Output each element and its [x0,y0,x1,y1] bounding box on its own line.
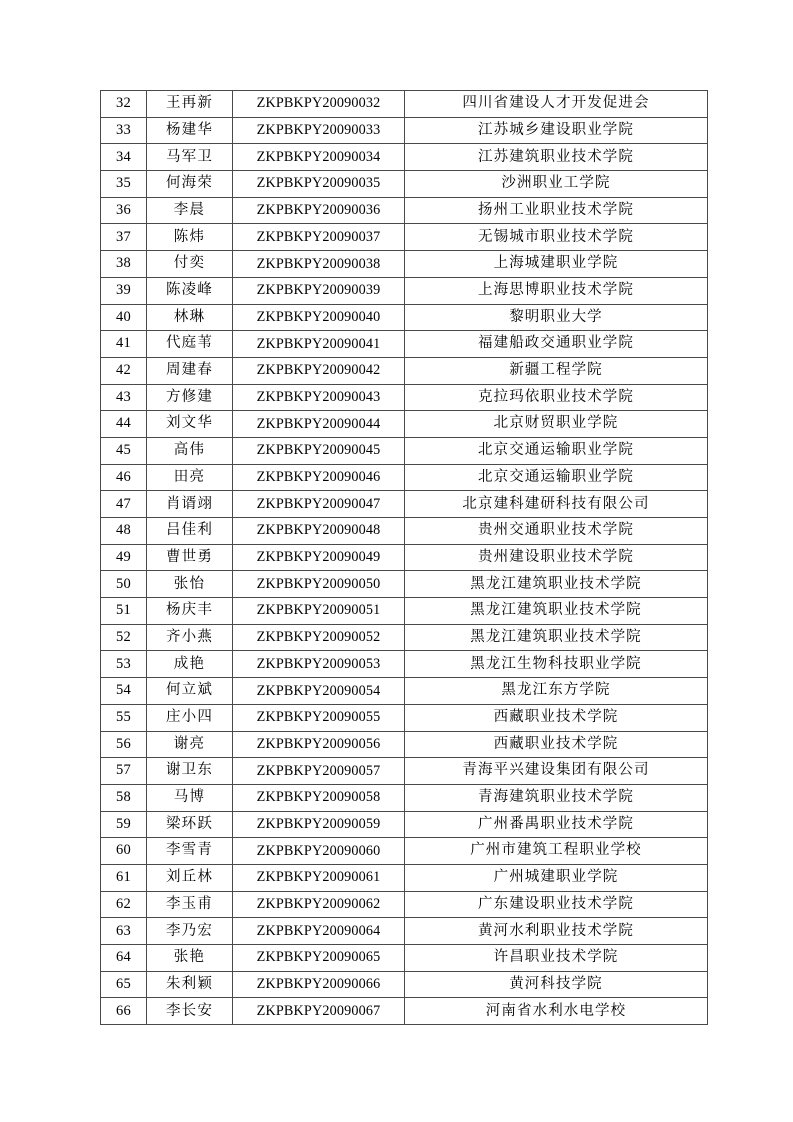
table-row [101,891,708,918]
cell-sequence: 46 [101,464,147,491]
cell-name: 周建春 [147,357,233,384]
cell-certificate-code: ZKPBKPY20090035 [233,171,405,198]
table-row [101,704,708,731]
table-row [101,731,708,758]
cell-sequence: 51 [101,598,147,625]
table-row [101,945,708,972]
table-row [101,304,708,331]
cell-name: 张怡 [147,571,233,598]
table-row [101,518,708,545]
cell-certificate-code: ZKPBKPY20090065 [233,945,405,972]
table-row [101,998,708,1025]
table-row [101,784,708,811]
cell-name: 刘丘林 [147,864,233,891]
table-row [101,251,708,278]
cell-sequence: 59 [101,811,147,838]
table-row [101,651,708,678]
cell-name: 陈凌峰 [147,277,233,304]
cell-certificate-code: ZKPBKPY20090064 [233,918,405,945]
cell-certificate-code: ZKPBKPY20090054 [233,678,405,705]
cell-name: 成艳 [147,651,233,678]
table-row [101,197,708,224]
cell-certificate-code: ZKPBKPY20090057 [233,758,405,785]
cell-sequence: 34 [101,144,147,171]
cell-organization: 扬州工业职业技术学院 [405,197,708,224]
cell-sequence: 36 [101,197,147,224]
cell-certificate-code: ZKPBKPY20090034 [233,144,405,171]
cell-sequence: 35 [101,171,147,198]
cell-organization: 新疆工程学院 [405,357,708,384]
table-row [101,864,708,891]
table-row [101,331,708,358]
cell-name: 杨庆丰 [147,598,233,625]
cell-sequence: 48 [101,518,147,545]
cell-sequence: 33 [101,117,147,144]
cell-name: 马博 [147,784,233,811]
cell-organization: 广州市建筑工程职业学校 [405,838,708,865]
table-row [101,811,708,838]
cell-organization: 北京交通运输职业学院 [405,464,708,491]
cell-certificate-code: ZKPBKPY20090067 [233,998,405,1025]
cell-organization: 西藏职业技术学院 [405,731,708,758]
cell-name: 陈炜 [147,224,233,251]
table-row [101,117,708,144]
cell-certificate-code: ZKPBKPY20090052 [233,624,405,651]
table-row [101,598,708,625]
cell-organization: 贵州建设职业技术学院 [405,544,708,571]
cell-organization: 上海城建职业学院 [405,251,708,278]
cell-organization: 福建船政交通职业学院 [405,331,708,358]
cell-organization: 四川省建设人才开发促进会 [405,91,708,118]
cell-sequence: 39 [101,277,147,304]
table-row [101,224,708,251]
table-row [101,437,708,464]
cell-name: 李玉甫 [147,891,233,918]
cell-name: 肖谞翊 [147,491,233,518]
table-row [101,384,708,411]
cell-name: 李雪青 [147,838,233,865]
table-row [101,144,708,171]
cell-sequence: 52 [101,624,147,651]
cell-certificate-code: ZKPBKPY20090049 [233,544,405,571]
cell-certificate-code: ZKPBKPY20090062 [233,891,405,918]
cell-organization: 河南省水利水电学校 [405,998,708,1025]
cell-organization: 江苏城乡建设职业学院 [405,117,708,144]
cell-organization: 黑龙江建筑职业技术学院 [405,598,708,625]
cell-sequence: 56 [101,731,147,758]
cell-name: 谢卫东 [147,758,233,785]
cell-certificate-code: ZKPBKPY20090043 [233,384,405,411]
table-row [101,838,708,865]
cell-organization: 北京财贸职业学院 [405,411,708,438]
cell-certificate-code: ZKPBKPY20090045 [233,437,405,464]
cell-certificate-code: ZKPBKPY20090050 [233,571,405,598]
cell-organization: 克拉玛依职业技术学院 [405,384,708,411]
cell-organization: 黎明职业大学 [405,304,708,331]
cell-organization: 北京建科建研科技有限公司 [405,491,708,518]
cell-sequence: 45 [101,437,147,464]
table-row [101,91,708,118]
cell-name: 王再新 [147,91,233,118]
roster-table [100,90,708,1025]
cell-organization: 广州番禺职业技术学院 [405,811,708,838]
cell-organization: 黑龙江建筑职业技术学院 [405,571,708,598]
cell-organization: 无锡城市职业技术学院 [405,224,708,251]
cell-name: 高伟 [147,437,233,464]
cell-certificate-code: ZKPBKPY20090040 [233,304,405,331]
cell-certificate-code: ZKPBKPY20090037 [233,224,405,251]
cell-certificate-code: ZKPBKPY20090041 [233,331,405,358]
cell-certificate-code: ZKPBKPY20090036 [233,197,405,224]
cell-certificate-code: ZKPBKPY20090055 [233,704,405,731]
cell-name: 梁环跃 [147,811,233,838]
table-row [101,971,708,998]
cell-sequence: 57 [101,758,147,785]
cell-sequence: 63 [101,918,147,945]
cell-sequence: 62 [101,891,147,918]
cell-sequence: 61 [101,864,147,891]
cell-name: 刘文华 [147,411,233,438]
table-row [101,571,708,598]
table-row [101,171,708,198]
roster-table-container [100,90,707,1025]
cell-certificate-code: ZKPBKPY20090042 [233,357,405,384]
cell-name: 曹世勇 [147,544,233,571]
cell-certificate-code: ZKPBKPY20090046 [233,464,405,491]
table-row [101,624,708,651]
cell-name: 李乃宏 [147,918,233,945]
cell-name: 马军卫 [147,144,233,171]
cell-name: 吕佳利 [147,518,233,545]
cell-sequence: 41 [101,331,147,358]
table-row [101,491,708,518]
cell-sequence: 44 [101,411,147,438]
table-row [101,464,708,491]
cell-name: 何海荣 [147,171,233,198]
cell-name: 何立斌 [147,678,233,705]
cell-certificate-code: ZKPBKPY20090066 [233,971,405,998]
cell-certificate-code: ZKPBKPY20090044 [233,411,405,438]
roster-table-body [101,91,708,1025]
cell-sequence: 40 [101,304,147,331]
cell-name: 田亮 [147,464,233,491]
cell-certificate-code: ZKPBKPY20090058 [233,784,405,811]
cell-name: 李长安 [147,998,233,1025]
cell-sequence: 42 [101,357,147,384]
cell-certificate-code: ZKPBKPY20090059 [233,811,405,838]
cell-certificate-code: ZKPBKPY20090056 [233,731,405,758]
cell-organization: 沙洲职业工学院 [405,171,708,198]
cell-name: 李晨 [147,197,233,224]
cell-certificate-code: ZKPBKPY20090051 [233,598,405,625]
cell-certificate-code: ZKPBKPY20090053 [233,651,405,678]
cell-certificate-code: ZKPBKPY20090033 [233,117,405,144]
cell-certificate-code: ZKPBKPY20090032 [233,91,405,118]
cell-organization: 青海平兴建设集团有限公司 [405,758,708,785]
cell-certificate-code: ZKPBKPY20090047 [233,491,405,518]
cell-organization: 贵州交通职业技术学院 [405,518,708,545]
cell-organization: 黄河科技学院 [405,971,708,998]
cell-organization: 黄河水利职业技术学院 [405,918,708,945]
table-row [101,411,708,438]
cell-certificate-code: ZKPBKPY20090039 [233,277,405,304]
cell-name: 齐小燕 [147,624,233,651]
cell-organization: 黑龙江生物科技职业学院 [405,651,708,678]
cell-sequence: 49 [101,544,147,571]
table-row [101,758,708,785]
cell-certificate-code: ZKPBKPY20090061 [233,864,405,891]
cell-certificate-code: ZKPBKPY20090038 [233,251,405,278]
table-row [101,277,708,304]
cell-name: 付奕 [147,251,233,278]
cell-name: 张艳 [147,945,233,972]
cell-name: 朱利颖 [147,971,233,998]
table-row [101,357,708,384]
cell-sequence: 37 [101,224,147,251]
cell-sequence: 54 [101,678,147,705]
cell-organization: 北京交通运输职业学院 [405,437,708,464]
cell-sequence: 55 [101,704,147,731]
cell-name: 林琳 [147,304,233,331]
table-row [101,544,708,571]
cell-organization: 黑龙江东方学院 [405,678,708,705]
cell-sequence: 58 [101,784,147,811]
table-row [101,918,708,945]
cell-organization: 上海思博职业技术学院 [405,277,708,304]
cell-sequence: 65 [101,971,147,998]
cell-name: 谢亮 [147,731,233,758]
cell-sequence: 66 [101,998,147,1025]
cell-sequence: 32 [101,91,147,118]
cell-sequence: 47 [101,491,147,518]
cell-sequence: 53 [101,651,147,678]
cell-organization: 广州城建职业学院 [405,864,708,891]
cell-certificate-code: ZKPBKPY20090048 [233,518,405,545]
cell-sequence: 50 [101,571,147,598]
cell-sequence: 64 [101,945,147,972]
cell-sequence: 43 [101,384,147,411]
cell-organization: 广东建设职业技术学院 [405,891,708,918]
cell-sequence: 38 [101,251,147,278]
cell-name: 代庭苇 [147,331,233,358]
cell-organization: 许昌职业技术学院 [405,945,708,972]
cell-name: 杨建华 [147,117,233,144]
cell-name: 庄小四 [147,704,233,731]
cell-organization: 江苏建筑职业技术学院 [405,144,708,171]
cell-organization: 西藏职业技术学院 [405,704,708,731]
cell-certificate-code: ZKPBKPY20090060 [233,838,405,865]
cell-name: 方修建 [147,384,233,411]
cell-sequence: 60 [101,838,147,865]
cell-organization: 青海建筑职业技术学院 [405,784,708,811]
cell-organization: 黑龙江建筑职业技术学院 [405,624,708,651]
table-row [101,678,708,705]
